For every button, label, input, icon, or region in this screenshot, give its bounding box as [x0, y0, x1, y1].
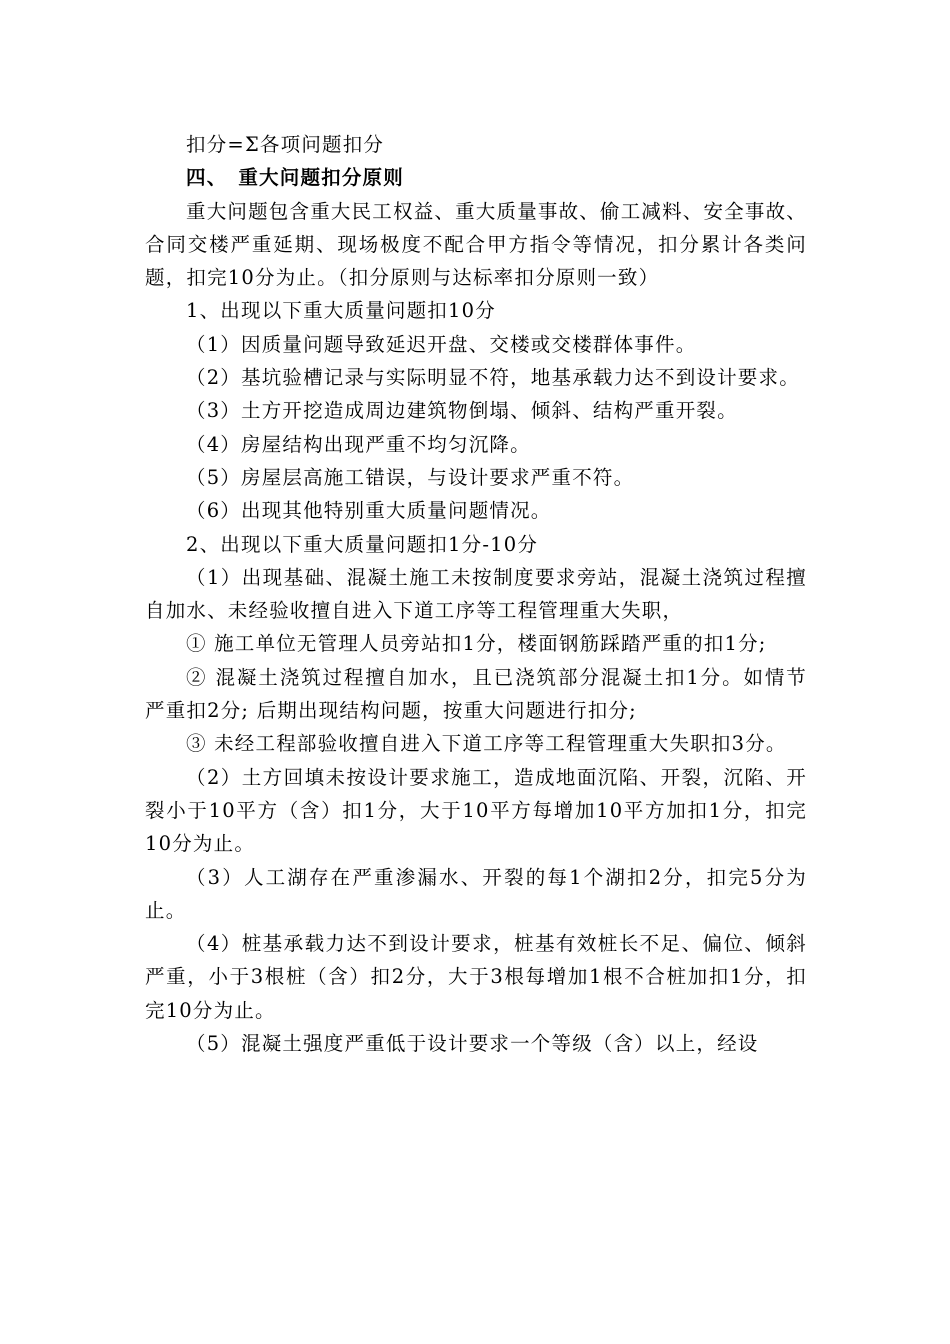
document-body [145, 128, 807, 1060]
list-item: （2）土方回填未按设计要求施工，造成地面沉陷、开裂，沉陷、开裂小于10平方（含）扣1分，大于10平方每增加10平方加扣1分，扣完10分为止。 [145, 765, 807, 856]
list-item: （2）基坑验槽记录与实际明显不符，地基承载力达不到设计要求。 [186, 366, 800, 390]
sub-item: ③ 未经工程部验收擅自进入下道工序等工程管理重大失职扣3分。 [186, 732, 787, 756]
list-item: （5）房屋层高施工错误，与设计要求严重不符。 [186, 465, 635, 489]
list-item: （1）因质量问题导致延迟开盘、交楼或交楼群体事件。 [186, 332, 697, 356]
list-item: （3）人工湖存在严重渗漏水、开裂的每1个湖扣2分，扣完5分为止。 [145, 865, 807, 922]
sub-item: ② 混凝土浇筑过程擅自加水，且已浇筑部分混凝土扣1分。如情节严重扣2分; 后期出现结构问题，按重大问题进行扣分; [145, 665, 807, 723]
list-item: （6）出现其他特别重大质量问题情况。 [186, 499, 552, 523]
section-heading: 四、 重大问题扣分原则 [186, 166, 404, 190]
list-item: （3）土方开挖造成周边建筑物倒塌、倾斜、结构严重开裂。 [186, 399, 738, 423]
list-item: （1）出现基础、混凝土施工未按制度要求旁站，混凝土浇筑过程擅自加水、未经验收擅自进入下道工序等工程管理重大失职， [145, 565, 807, 623]
list-item: （4）房屋结构出现严重不均匀沉降。 [186, 432, 531, 456]
formula-line: 扣分=Σ各项问题扣分 [186, 133, 385, 156]
list-item: （5）混凝土强度严重低于设计要求一个等级（含）以上，经设 [186, 1032, 759, 1056]
list-item: （4）桩基承载力达不到设计要求，桩基有效桩长不足、偏位、倾斜严重，小于3根桩（含）扣2分，大于3根每增加1根不合桩加扣1分，扣完10分为止。 [145, 932, 807, 1022]
paragraph: 重大问题包含重大民工权益、重大质量事故、偷工减料、安全事故、合同交楼严重延期、现场极度不配合甲方指令等情况，扣分累计各类问题，扣完10分为止。（扣分原则与达标率扣分原则一致） [145, 199, 808, 290]
sub-item: ① 施工单位无管理人员旁站扣1分，楼面钢筋踩踏严重的扣1分; [186, 632, 767, 656]
list-heading: 1、出现以下重大质量问题扣10分 [186, 299, 496, 323]
list-heading: 2、出现以下重大质量问题扣1分-10分 [186, 532, 539, 556]
